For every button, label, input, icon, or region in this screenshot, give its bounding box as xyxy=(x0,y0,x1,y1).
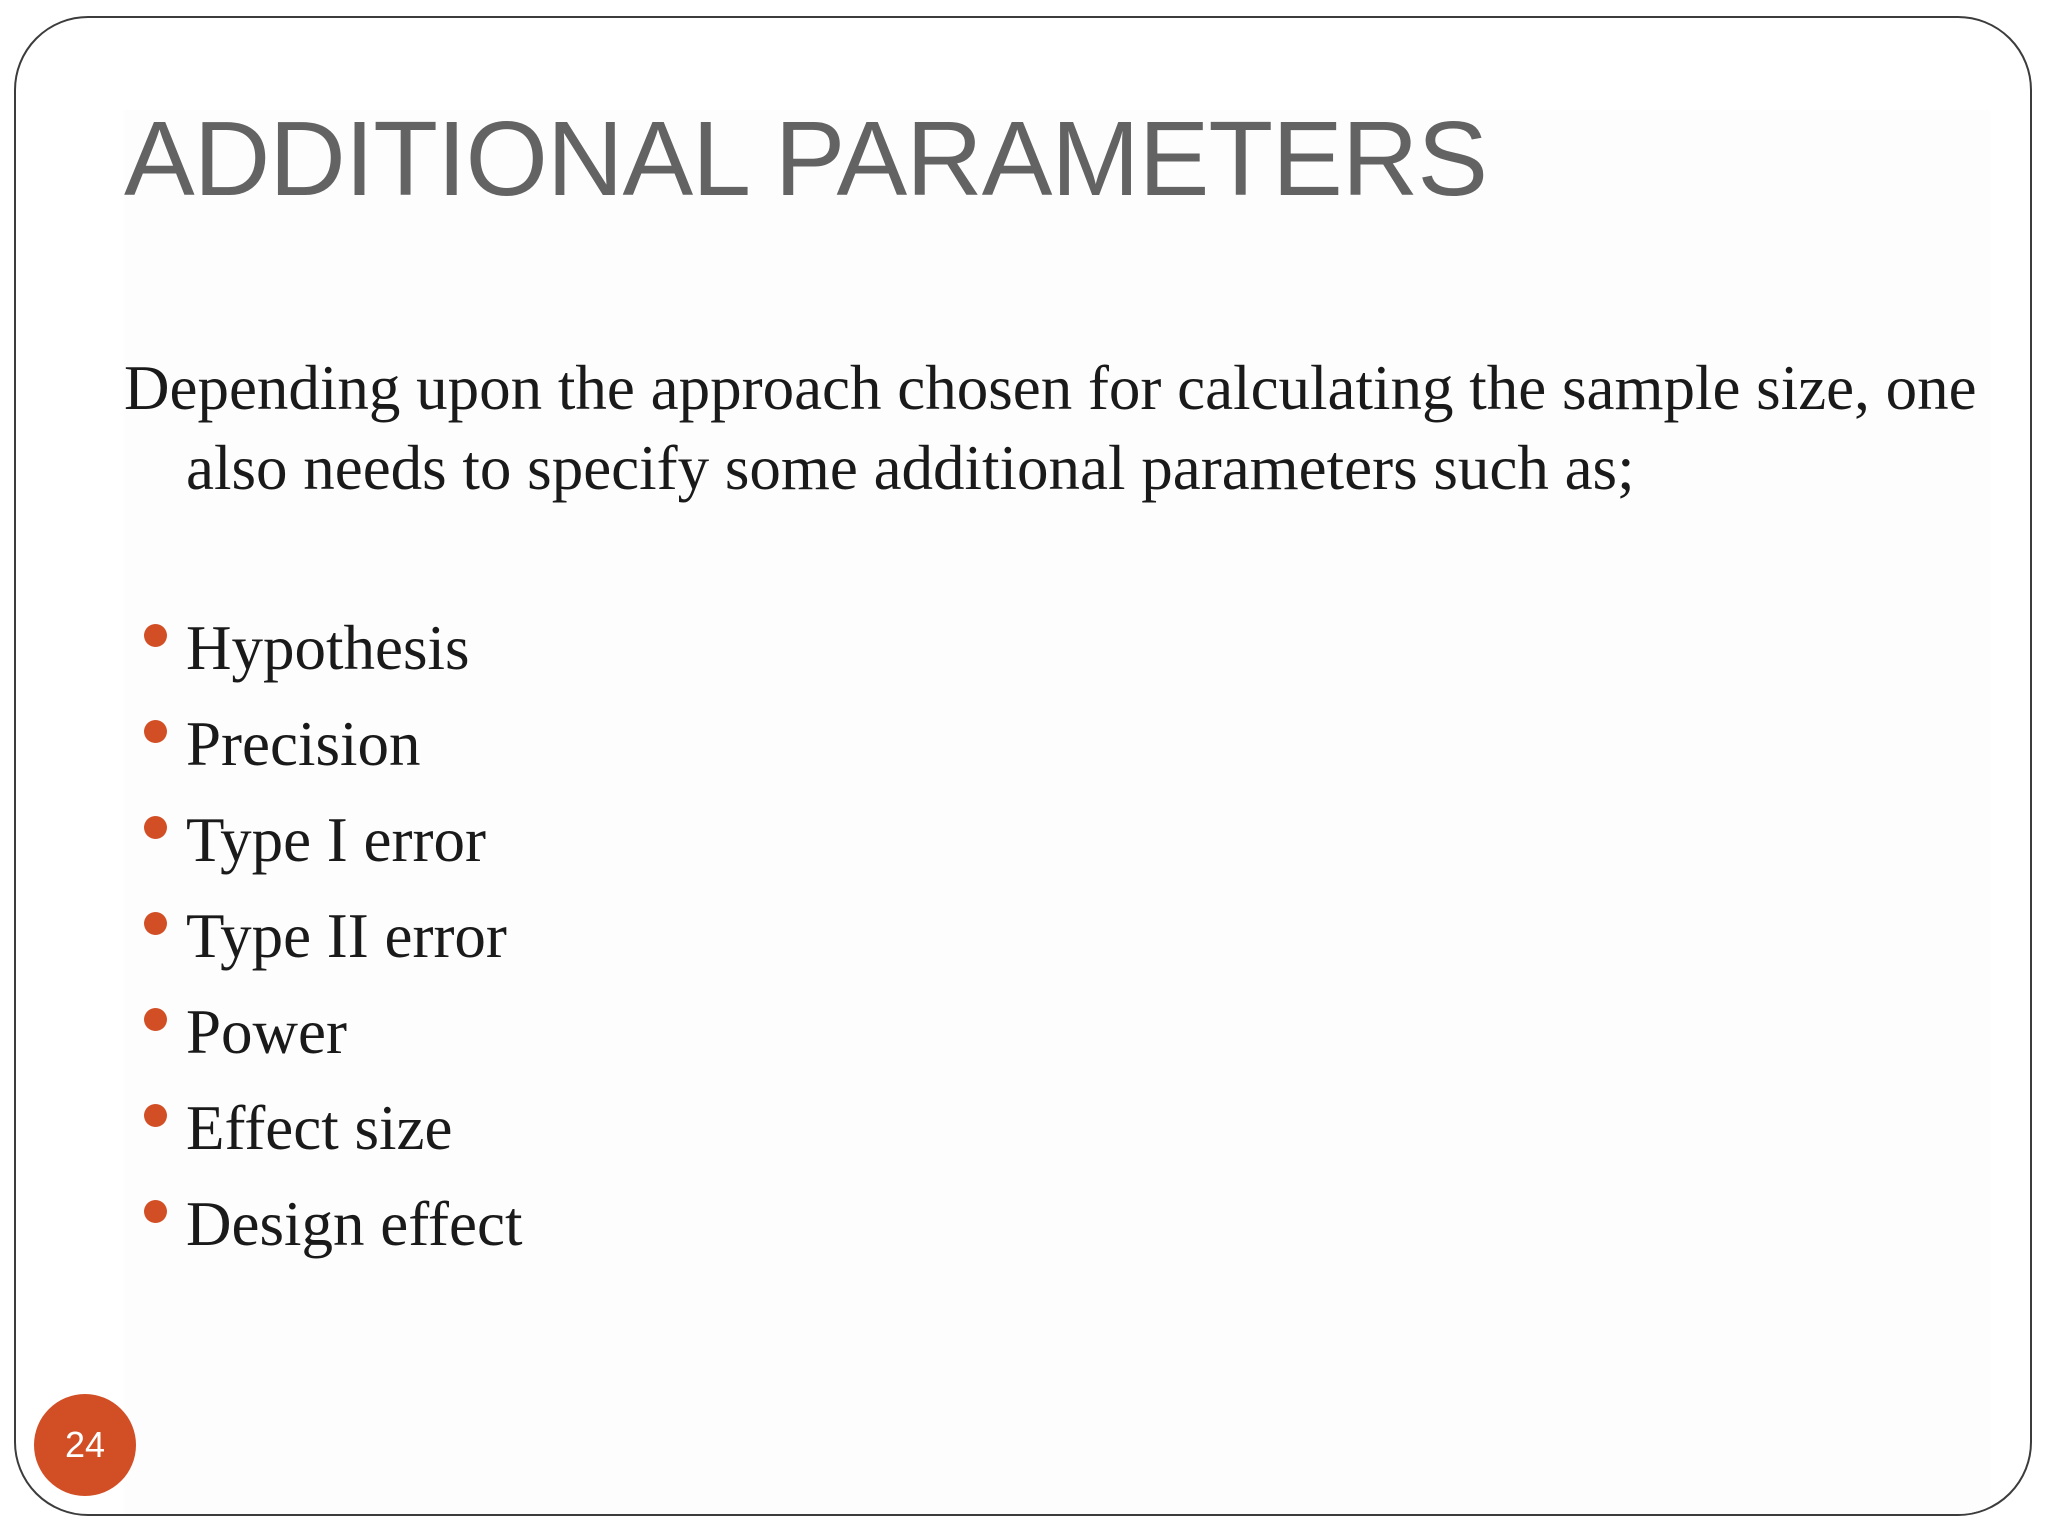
bullet-label: Type I error xyxy=(186,805,486,875)
bullet-item-power xyxy=(124,984,522,1080)
bullet-label: Effect size xyxy=(186,1093,453,1163)
bullet-dot-icon xyxy=(144,624,167,647)
intro-paragraph: Depending upon the approach chosen for calculating the sample size, one also needs to specify some additional parameters such as; xyxy=(124,353,1977,503)
bullet-dot-icon xyxy=(144,720,167,743)
bullet-item-hypothesis xyxy=(124,600,522,696)
bullet-dot-icon xyxy=(144,1200,167,1223)
page-number-badge: 24 xyxy=(34,1394,136,1496)
bullet-label: Power xyxy=(186,997,347,1067)
slide xyxy=(14,16,2032,1516)
bullet-item-effect-size xyxy=(124,1080,522,1176)
bullet-label: Design effect xyxy=(186,1189,523,1259)
bullet-dot-icon xyxy=(144,1104,167,1127)
bullet-label: Hypothesis xyxy=(186,613,470,683)
bullet-item-design-effect xyxy=(124,1176,522,1272)
bullet-item-type-i-error xyxy=(124,792,522,888)
slide-title: ADDITIONAL PARAMETERS xyxy=(124,100,1488,218)
bullet-dot-icon xyxy=(144,1008,167,1031)
bullet-item-precision xyxy=(124,696,522,792)
bullet-item-type-ii-error xyxy=(124,888,522,984)
bullet-dot-icon xyxy=(144,816,167,839)
bullet-list xyxy=(124,600,522,1272)
bullet-label: Type II error xyxy=(186,901,507,971)
bullet-dot-icon xyxy=(144,912,167,935)
bullet-label: Precision xyxy=(186,709,421,779)
